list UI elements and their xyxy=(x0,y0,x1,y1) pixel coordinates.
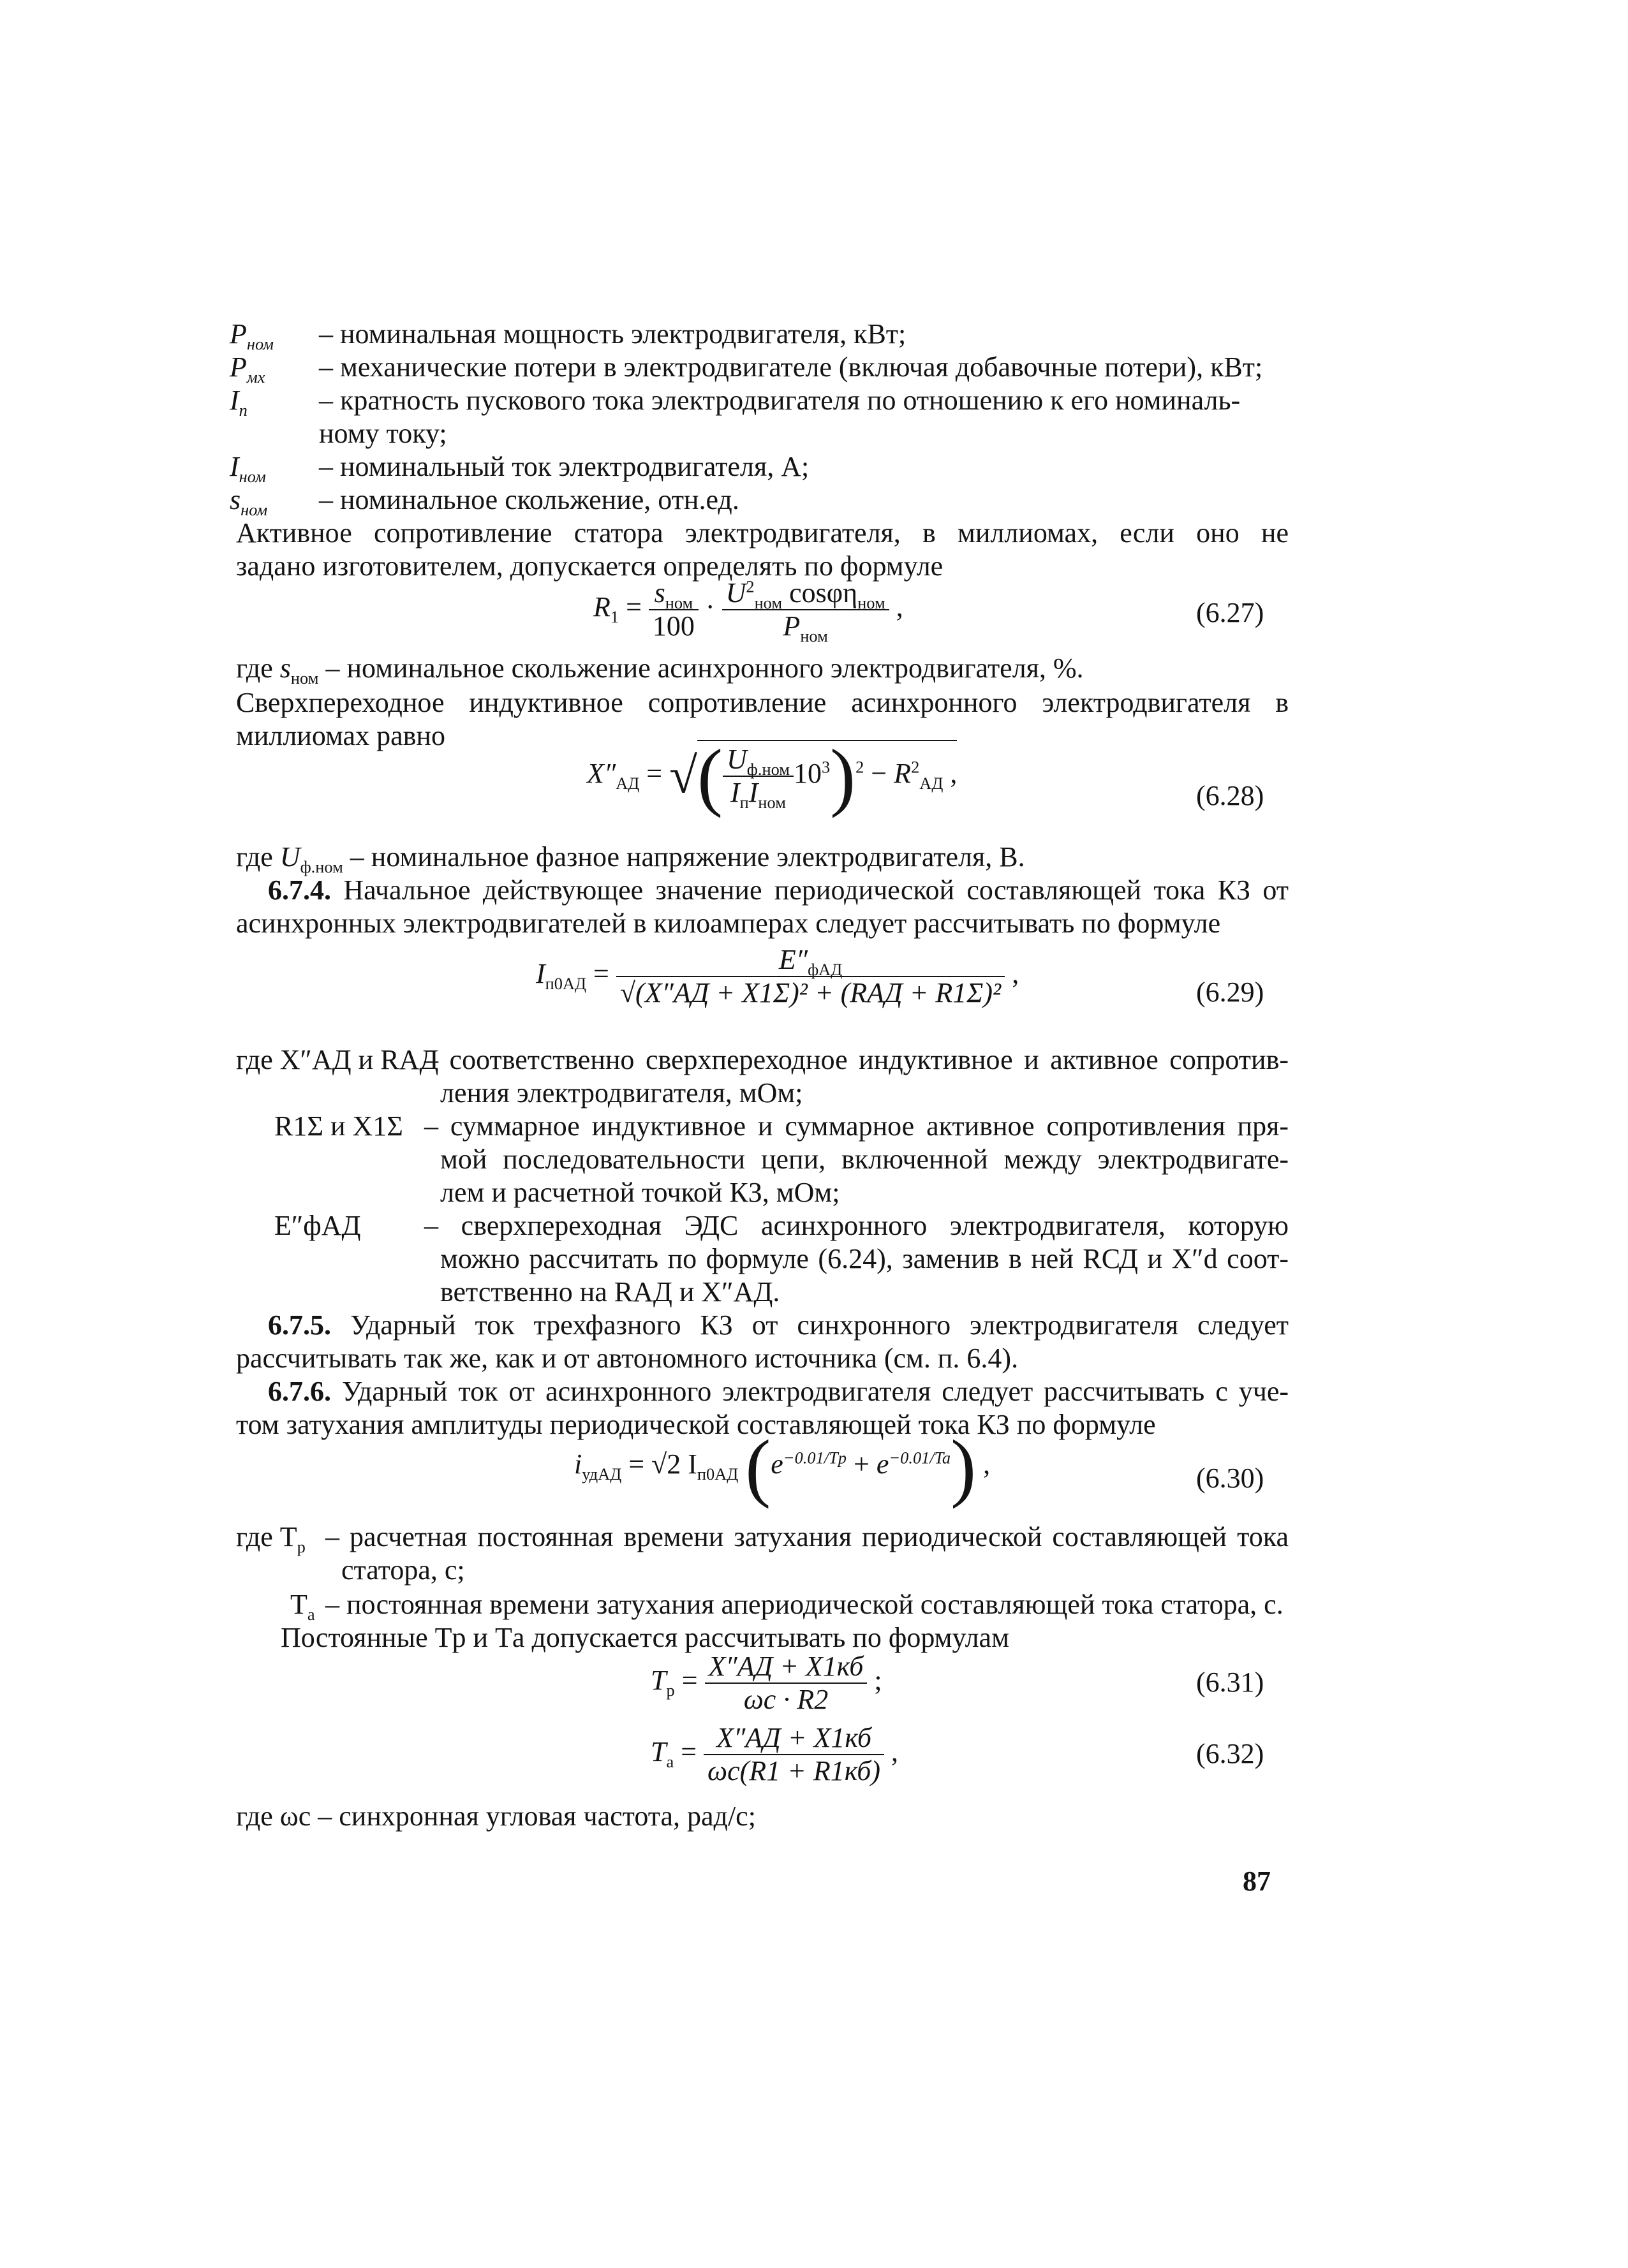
where-6-29-text-3c: ветственно на RАД и X″АД. xyxy=(440,1276,780,1307)
where-6-29-text-2b: мой последовательности цепи, включенной между электродвигате- xyxy=(440,1144,1289,1175)
equation-6-31: $T_p$ = $\frac{X''АД + X1кб}{\omega с \cdot R2}$ ; xyxy=(651,1651,882,1715)
equation-6-32: $T_a$ = $\frac{X''АД + X1кб}{\omega с(R1 + R1кб)}$ , xyxy=(651,1722,898,1786)
para-tp-ta: Постоянные Tр и Tа допускается рассчитывать по формулам xyxy=(281,1622,1009,1653)
para-r1-line2: задано изготовителем, допускается определять по формуле xyxy=(236,550,944,582)
where-6-30-text-1b: статора, с; xyxy=(341,1554,465,1586)
where-6-29-text-1b: ления электродвигателя, мОм; xyxy=(440,1077,803,1108)
equation-6-29: $I_{п0АД}$ = $\frac{E''_{фАД}}{\text{√(X″АД + X1Σ)² + (RАД + R1Σ)²}}$ , xyxy=(536,944,1019,1008)
where-6-30-label-1: где $T_р$ xyxy=(236,1521,306,1556)
eq-number-6-31: (6.31) xyxy=(1196,1667,1264,1698)
where-6-29-label-2: R1Σ и X1Σ xyxy=(274,1110,403,1142)
para-x-line1: Сверхпереходное индуктивное сопротивление асинхронного электродвигателя в xyxy=(236,687,1289,718)
eq-number-6-29: (6.29) xyxy=(1196,976,1264,1008)
equation-6-30: $i_{удАД} = √2$ $I_{п0АД}$ $(e^{-0.01/Tp} + e^{-0.01/Ta})$ , xyxy=(574,1424,991,1509)
def-s-nom: $s_{ном}$ – номинальное скольжение, отн.ед. xyxy=(230,484,739,519)
eq-number-6-27: (6.27) xyxy=(1196,597,1264,628)
equation-6-28: $X''_{АД}$ = √( $\frac{U_{ф.ном}}{I_пI_{ном}}$ $10^3)^2 - R^2_{АД}$ , xyxy=(587,733,958,818)
where-6-29-text-1a: – соответственно сверхпереходное индуктивное и активное сопротив- xyxy=(424,1044,1289,1075)
where-6-29-label-1: где X″АД и RАД xyxy=(236,1044,439,1075)
def-i-p-cont: ному току; xyxy=(319,418,447,449)
def-p-nom: $P_{ном}$ – номинальная мощность электродвигателя, кВт; xyxy=(230,318,907,353)
para-6-7-6-line2: том затухания амплитуды периодической составляющей тока КЗ по формуле xyxy=(236,1409,1156,1440)
equation-6-27: $R_1$ = $\frac{s_{ном}}{100}$ · $\frac{U^2_{ном} \cos\varphi\eta_{ном}}{P_{ном}}$ , xyxy=(593,577,903,645)
where-6-29-text-3a: – сверхпереходная ЭДС асинхронного электродвигателя, которую xyxy=(424,1210,1289,1241)
where-6-30-text-1a: – расчетная постоянная времени затухания периодической составляющей тока xyxy=(325,1521,1289,1552)
para-6-7-5-line2: рассчитывать так же, как и от автономного источника (см. п. 6.4). xyxy=(236,1343,1019,1374)
def-i-nom: $I_{ном}$ – номинальный ток электродвигателя, А; xyxy=(230,451,810,486)
where-6-29-text-2a: – суммарное индуктивное и суммарное активное сопротивления пря- xyxy=(424,1110,1289,1142)
page-number: 87 xyxy=(1243,1866,1271,1897)
para-x-line2: миллиомах равно xyxy=(236,720,445,751)
eq-number-6-28: (6.28) xyxy=(1196,780,1264,811)
eq-number-6-30: (6.30) xyxy=(1196,1462,1264,1494)
where-6-29-text-3b: можно рассчитать по формуле (6.24), заменив в ней RСД и X″d соот- xyxy=(440,1243,1289,1274)
para-r1-line1: Активное сопротивление статора электродвигателя, в миллиомах, если оно не xyxy=(236,517,1289,549)
where-6-30-label-2: $T_а$ xyxy=(290,1589,315,1624)
where-6-30-text-2: – постоянная времени затухания апериодической составляющей тока статора, с. xyxy=(325,1589,1284,1620)
eq-number-6-32: (6.32) xyxy=(1196,1738,1264,1769)
para-6-7-5-line1: 6.7.5. Ударный ток трехфазного КЗ от синхронного электродвигателя следует xyxy=(268,1309,1289,1341)
para-6-7-6-line1: 6.7.6. Ударный ток от асинхронного электродвигателя следует рассчитывать с уче- xyxy=(268,1376,1289,1407)
where-6-29-label-3: E″фАД xyxy=(274,1210,361,1241)
def-i-p: $I_п$ – кратность пускового тока электродвигателя по отношению к его номиналь- xyxy=(230,385,1241,420)
def-p-mx: $P_{мх}$ – механические потери в электродвигателе (включая добавочные потери), кВт; xyxy=(230,351,1263,387)
para-6-7-4-line1: 6.7.4. Начальное действующее значение периодической составляющей тока КЗ от xyxy=(268,874,1289,906)
where-6-29-text-2c: лем и расчетной точкой КЗ, мОм; xyxy=(440,1177,840,1208)
para-6-7-4-line2: асинхронных электродвигателей в килоамперах следует рассчитывать по формуле xyxy=(236,908,1221,939)
where-6-28: где $U_{ф.ном}$ – номинальное фазное напряжение электродвигателя, В. xyxy=(236,841,1025,876)
where-6-27: где $s_{ном}$ – номинальное скольжение асинхронного электродвигателя, %. xyxy=(236,652,1084,688)
where-6-32: где ωс – синхронная угловая частота, рад/с; xyxy=(236,1800,756,1832)
